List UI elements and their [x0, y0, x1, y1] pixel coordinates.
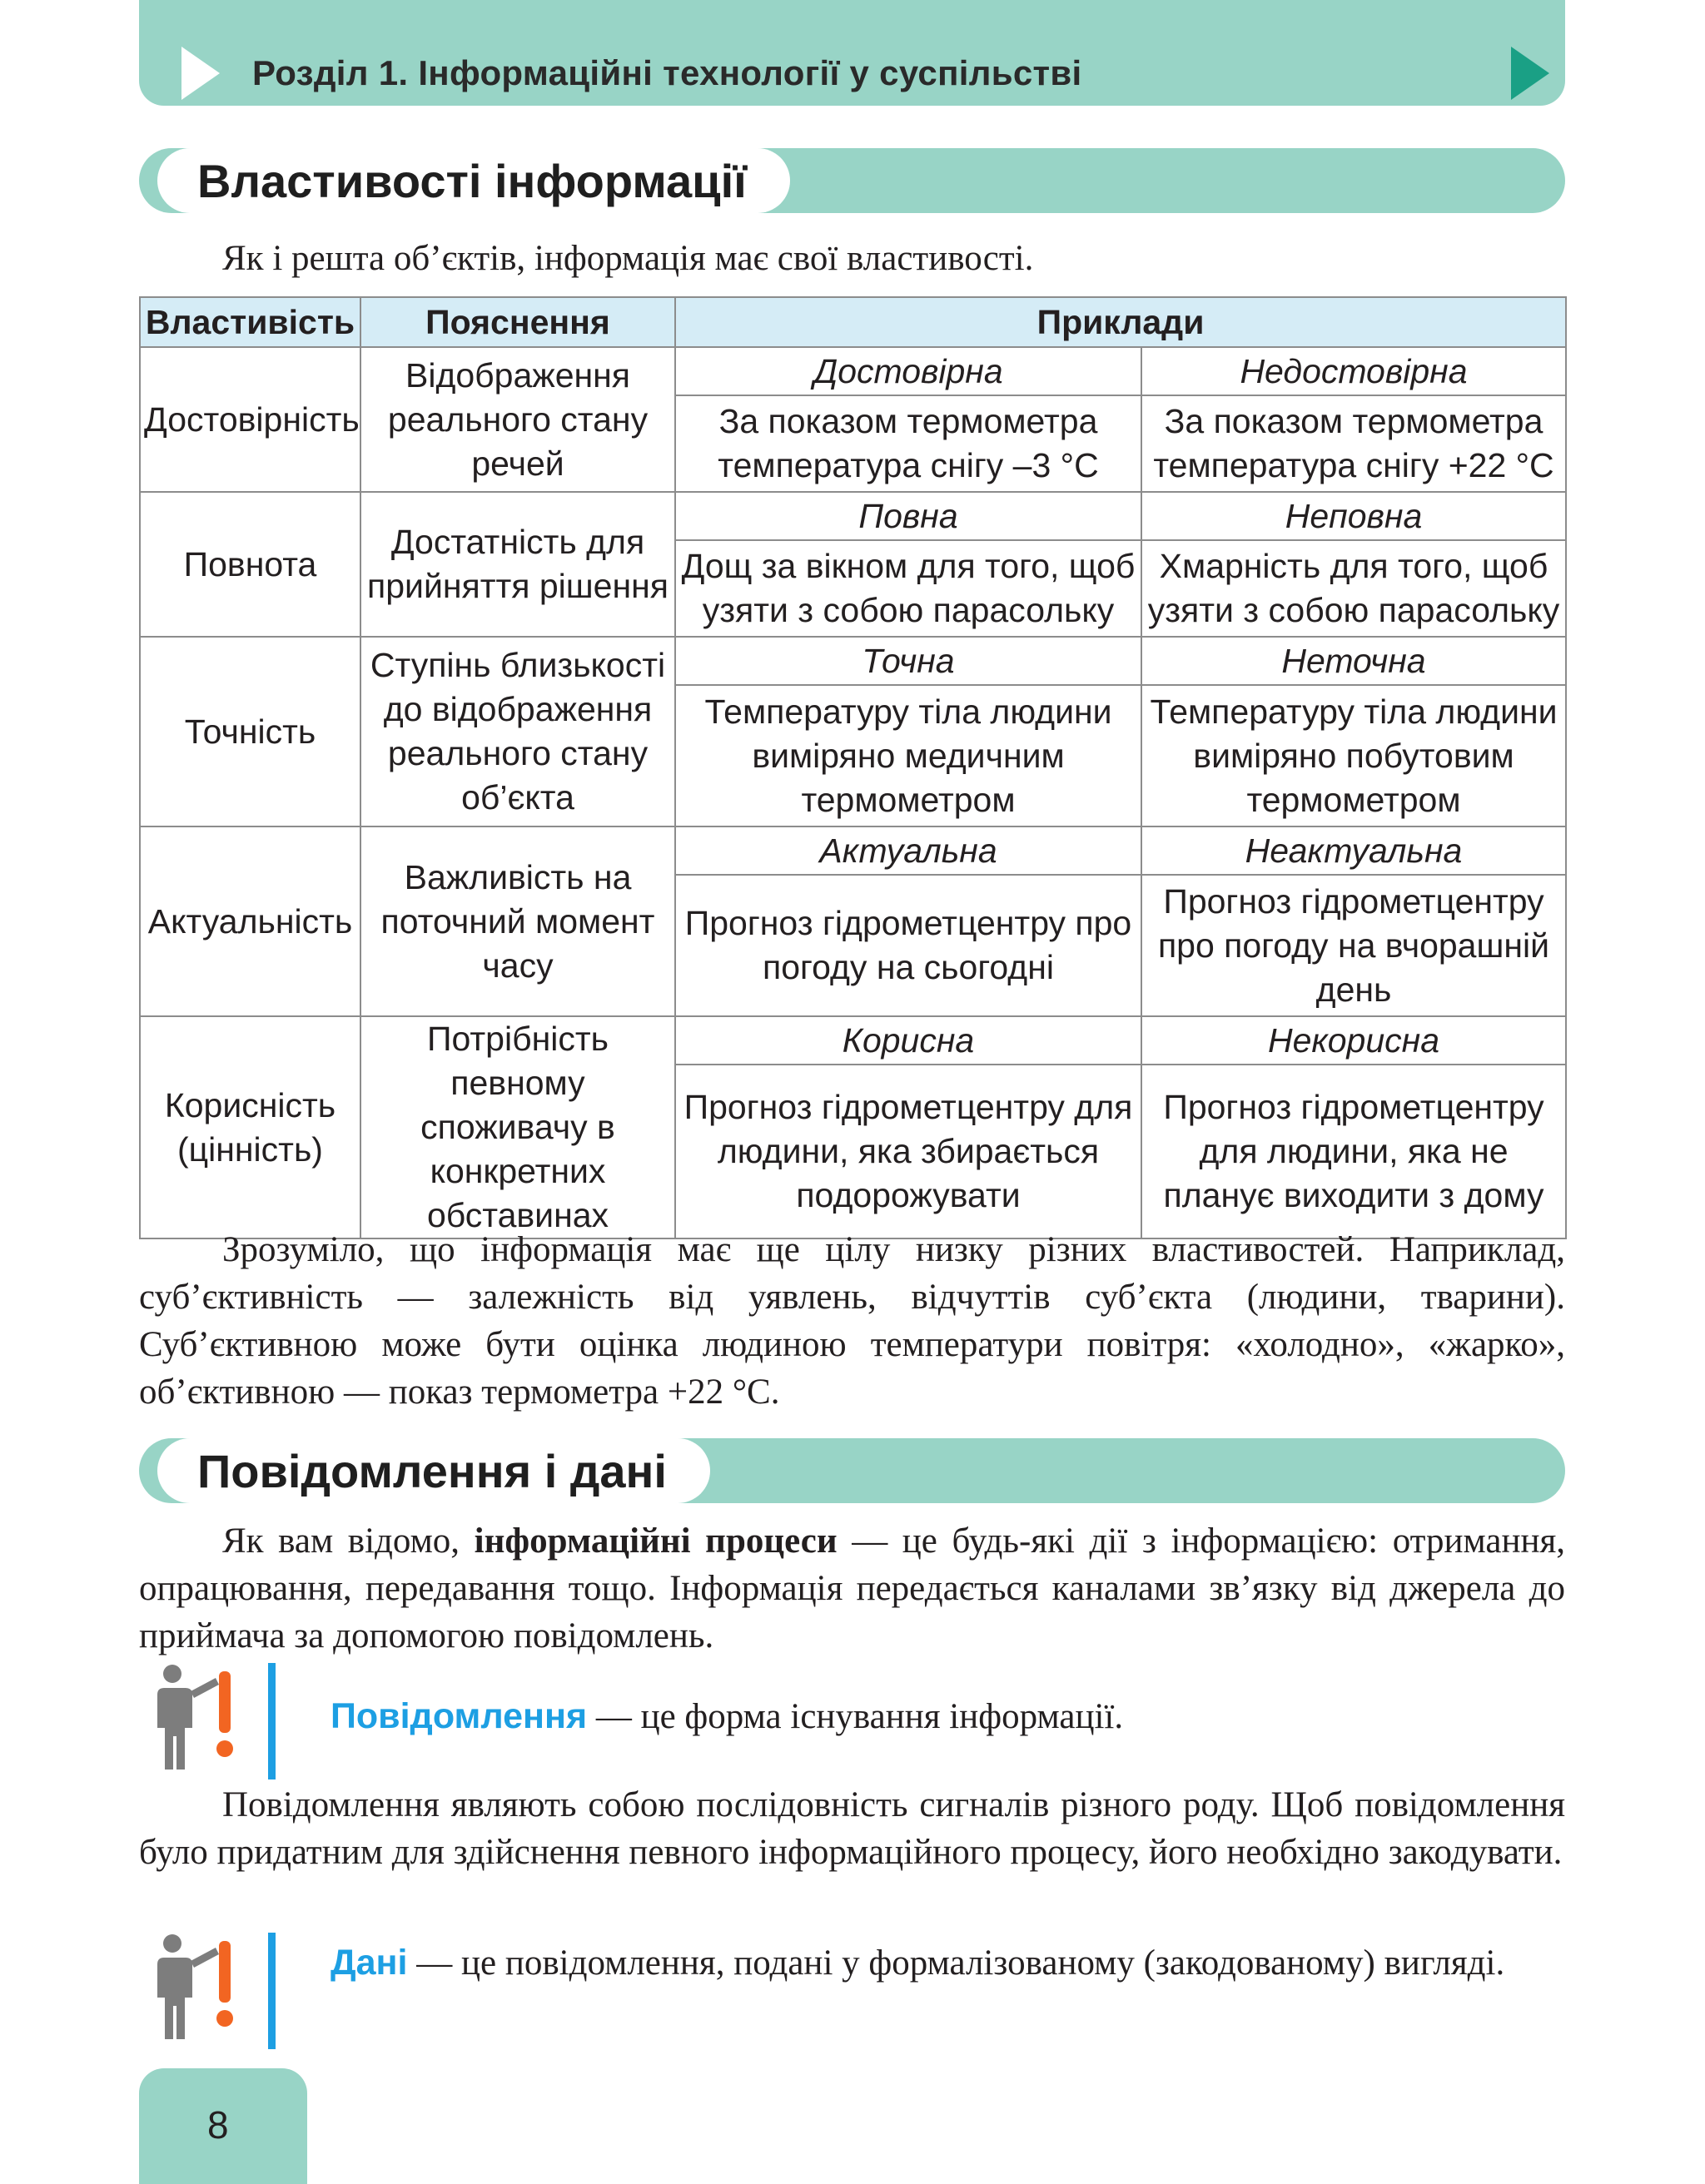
property-cell: Корисність (цінність): [140, 1016, 360, 1238]
paragraph-processes: [139, 1517, 1565, 1660]
properties-table: [139, 296, 1567, 1239]
header-arrow-left-icon: [181, 47, 220, 100]
positive-label-cell: Точна: [675, 637, 1141, 685]
negative-label-cell: Неповна: [1141, 492, 1566, 540]
table-row: [140, 826, 1566, 875]
header-arrow-right-icon: [1511, 47, 1549, 100]
property-cell: Актуальність: [140, 826, 360, 1016]
definition-body: — це повідомлення, подані у формалізованому (закодованому) вигляді.: [407, 1943, 1505, 1983]
positive-label-cell: Корисна: [675, 1016, 1141, 1065]
chapter-title: Розділ 1. Інформаційні технології у суспільстві: [252, 53, 1082, 92]
callout-bar: [268, 1933, 276, 2049]
explanation-cell: Достатність для прийняття рішення: [360, 492, 675, 637]
negative-label-cell: Неточна: [1141, 637, 1566, 685]
table-header-row: [140, 297, 1566, 347]
intro-text: Як і решта об’єктів, інформація має свої властивості.: [222, 239, 1034, 278]
positive-label-cell: Повна: [675, 492, 1141, 540]
definition-callout-message: [139, 1663, 1565, 1779]
paragraph-text: Як вам відомо,: [222, 1521, 475, 1561]
positive-example-cell: Температуру тіла людини виміряно медичним термометром: [675, 685, 1141, 826]
section-heading-properties: [139, 148, 1565, 213]
defined-term: Повідомлення: [331, 1696, 588, 1736]
table-header-cell: Пояснення: [360, 297, 675, 347]
table-row: [140, 1016, 1566, 1065]
definition-body: — це форма існування інформації.: [587, 1697, 1124, 1736]
definition-text: [331, 1693, 1565, 1740]
paragraph-signals: [139, 1781, 1565, 1876]
section-heading-messages: [139, 1438, 1565, 1503]
bold-term: інформаційні процеси: [474, 1521, 838, 1561]
property-cell: Точність: [140, 637, 360, 826]
explanation-cell: Потрібність певному споживачу в конкретних обставинах: [360, 1016, 675, 1238]
negative-label-cell: Недостовірна: [1141, 347, 1566, 395]
positive-example-cell: Прогноз гідрометцентру про погоду на сьогодні: [675, 875, 1141, 1016]
negative-example-cell: Хмарність для того, щоб узяти з собою парасольку: [1141, 540, 1566, 637]
explanation-cell: Відображення реального стану речей: [360, 347, 675, 492]
negative-label-cell: Некорисна: [1141, 1016, 1566, 1065]
definition-text: [331, 1939, 1565, 1987]
paragraph-subjectivity: [139, 1226, 1565, 1416]
paragraph-text: Зрозуміло, що інформація має ще цілу низку різних властивостей. Наприклад, суб’єктивність — залежність від уявлень, відчуттів суб’єкта (людини, тварини). Суб’єктивною може бути оцінка людиною температури повітря: «холодно», «жарко», об’єктивною — показ термометра +22 °С.: [139, 1230, 1565, 1412]
table-row: [140, 347, 1566, 395]
explanation-cell: Ступінь близькості до відображення реального стану об’єкта: [360, 637, 675, 826]
property-cell: Повнота: [140, 492, 360, 637]
property-cell: Достовірність: [140, 347, 360, 492]
defined-term: Дані: [331, 1943, 408, 1983]
person-exclamation-icon: [147, 1933, 247, 2041]
positive-label-cell: Актуальна: [675, 826, 1141, 875]
table-row: [140, 492, 1566, 540]
positive-example-cell: За показом термометра температура снігу –3 °С: [675, 395, 1141, 492]
table-row: [140, 637, 1566, 685]
page-number-tab: [139, 2068, 307, 2184]
person-exclamation-icon: [147, 1663, 247, 1771]
page-number: 8: [207, 2103, 229, 2147]
positive-example-cell: Дощ за вікном для того, щоб узяти з собою парасольку: [675, 540, 1141, 637]
negative-example-cell: Температуру тіла людини виміряно побутовим термометром: [1141, 685, 1566, 826]
table-header-cell: Властивість: [140, 297, 360, 347]
section-title: Повідомлення і дані: [157, 1438, 710, 1503]
negative-example-cell: Прогноз гідрометцентру для людини, яка не планує виходити з дому: [1141, 1065, 1566, 1238]
paragraph-text: — це будь-які дії з інформацією: отримання, опрацювання, передавання тощо. Інформація передається каналами зв’язку від джерела до приймача за допомогою повідомлень.: [139, 1521, 1566, 1655]
positive-label-cell: Достовірна: [675, 347, 1141, 395]
section-title: Властивості інформації: [157, 148, 790, 213]
callout-bar: [268, 1663, 276, 1779]
positive-example-cell: Прогноз гідрометцентру для людини, яка збирається подорожувати: [675, 1065, 1141, 1238]
explanation-cell: Важливість на поточний момент часу: [360, 826, 675, 1016]
definition-callout-data: [139, 1933, 1565, 2049]
paragraph-text: Повідомлення являють собою послідовність сигналів різного роду. Щоб повідомлення було придатним для здійснення певного інформаційного процесу, його необхідно закодувати.: [139, 1785, 1565, 1872]
negative-example-cell: Прогноз гідрометцентру про погоду на вчорашній день: [1141, 875, 1566, 1016]
negative-example-cell: За показом термометра температура снігу +22 °С: [1141, 395, 1566, 492]
negative-label-cell: Неактуальна: [1141, 826, 1566, 875]
table-header-cell: Приклади: [675, 297, 1566, 347]
